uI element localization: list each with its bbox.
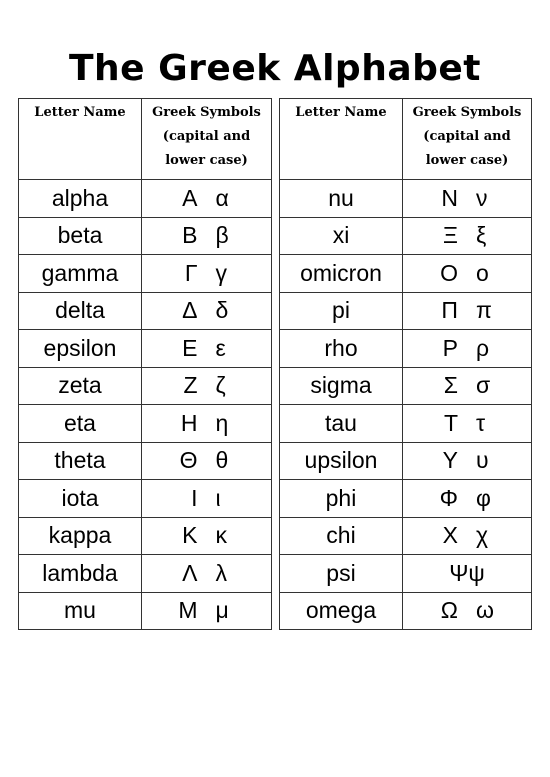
greek-symbols-cell: [142, 442, 272, 480]
greek-symbols-cell: [403, 292, 532, 330]
greek-capital-symbol: Ω: [440, 597, 458, 624]
greek-lowercase-symbol: κ: [215, 522, 227, 549]
greek-symbols-cell: [403, 217, 532, 255]
table-row: [280, 555, 532, 593]
letter-name-cell: pi: [280, 292, 403, 330]
greek-lowercase-symbol: γ: [215, 259, 227, 286]
greek-capital-symbol: Φ: [439, 484, 458, 511]
greek-capital-symbol: Ε: [182, 334, 198, 361]
greek-symbols-cell: [142, 217, 272, 255]
table-row: [280, 405, 532, 443]
greek-symbols-cell: [403, 255, 532, 293]
greek-lowercase-symbol: τ: [476, 409, 486, 436]
table-row: [19, 330, 272, 368]
greek-symbols-cell: [142, 255, 272, 293]
greek-lowercase-symbol: λ: [215, 559, 227, 586]
greek-lowercase-symbol: δ: [215, 297, 229, 324]
table-row: [19, 592, 272, 630]
letter-name-cell: iota: [19, 480, 142, 518]
greek-lowercase-symbol: β: [215, 222, 229, 249]
greek-lowercase-symbol: θ: [215, 447, 229, 474]
table-row: [19, 480, 272, 518]
letter-name-cell: tau: [280, 405, 403, 443]
greek-capital-symbol: Γ: [184, 259, 198, 286]
greek-lowercase-symbol: ξ: [476, 222, 487, 249]
table-row: [280, 180, 532, 218]
letter-name-cell: upsilon: [280, 442, 403, 480]
greek-symbols-cell: [142, 367, 272, 405]
greek-capital-symbol: Ο: [440, 259, 458, 286]
table-row: [19, 217, 272, 255]
table-row: [280, 592, 532, 630]
letter-name-cell: xi: [280, 217, 403, 255]
greek-lowercase-symbol: α: [215, 184, 229, 211]
greek-capital-symbol: Ν: [441, 184, 458, 211]
column-header-greek-symbols: Greek Symbols (capital and lower case): [142, 99, 272, 180]
greek-capital-symbol: Μ: [178, 597, 198, 624]
greek-symbols-cell: [403, 367, 532, 405]
greek-lowercase-symbol: φ: [476, 484, 491, 511]
greek-capital-symbol: Χ: [442, 522, 458, 549]
greek-lowercase-symbol: ι: [215, 484, 221, 511]
letter-name-cell: psi: [280, 555, 403, 593]
greek-symbols-cell: [403, 480, 532, 518]
letter-name-cell: chi: [280, 517, 403, 555]
letter-name-cell: omega: [280, 592, 403, 630]
letter-name-cell: beta: [19, 217, 142, 255]
greek-symbols-cell: [403, 592, 532, 630]
alphabet-table-right: [279, 98, 532, 630]
greek-symbols-cell: [142, 292, 272, 330]
table-row: [280, 330, 532, 368]
greek-capital-symbol: Ρ: [442, 334, 458, 361]
letter-name-cell: lambda: [19, 555, 142, 593]
greek-capital-symbol: Ζ: [183, 372, 198, 399]
greek-capital-symbol: Σ: [443, 372, 458, 399]
table-row: [280, 367, 532, 405]
greek-symbols-cell: [403, 442, 532, 480]
table-row: [280, 480, 532, 518]
table-row: [19, 442, 272, 480]
letter-name-cell: theta: [19, 442, 142, 480]
greek-lowercase-symbol: υ: [476, 447, 489, 474]
table-row: [19, 555, 272, 593]
table-row: [280, 255, 532, 293]
greek-capital-symbol: Θ: [179, 447, 198, 474]
greek-symbols-cell: [142, 592, 272, 630]
letter-name-cell: zeta: [19, 367, 142, 405]
greek-capital-symbol: Ψψ: [449, 559, 485, 586]
greek-symbols-cell: [142, 555, 272, 593]
greek-capital-symbol: Η: [180, 409, 198, 436]
letter-name-cell: delta: [19, 292, 142, 330]
greek-symbols-cell: [403, 180, 532, 218]
greek-capital-symbol: Δ: [182, 297, 198, 324]
greek-symbols-cell: [403, 517, 532, 555]
letter-name-cell: nu: [280, 180, 403, 218]
letter-name-cell: eta: [19, 405, 142, 443]
greek-lowercase-symbol: ν: [476, 184, 488, 211]
page-title: The Greek Alphabet: [68, 48, 482, 89]
column-header-letter-name: Letter Name: [280, 99, 403, 180]
greek-lowercase-symbol: ω: [476, 597, 494, 624]
greek-capital-symbol: Ξ: [443, 222, 458, 249]
column-header-greek-symbols: Greek Symbols (capital and lower case): [403, 99, 532, 180]
greek-symbols-cell: [142, 405, 272, 443]
greek-lowercase-symbol: η: [215, 409, 229, 436]
letter-name-cell: omicron: [280, 255, 403, 293]
table-row: [19, 517, 272, 555]
greek-symbols-cell: [142, 517, 272, 555]
letter-name-cell: mu: [19, 592, 142, 630]
table-header-row: [280, 99, 532, 180]
greek-lowercase-symbol: ρ: [476, 334, 490, 361]
table-row: [280, 292, 532, 330]
greek-lowercase-symbol: ο: [476, 259, 489, 286]
table-row: [19, 405, 272, 443]
greek-capital-symbol: Τ: [443, 409, 458, 436]
table-header-row: [19, 99, 272, 180]
table-row: [19, 292, 272, 330]
table-row: [280, 442, 532, 480]
greek-capital-symbol: Α: [182, 184, 198, 211]
table-row: [280, 517, 532, 555]
table-row: [280, 217, 532, 255]
greek-lowercase-symbol: μ: [215, 597, 229, 624]
greek-lowercase-symbol: ζ: [215, 372, 226, 399]
greek-lowercase-symbol: π: [476, 297, 492, 324]
table-row: [19, 255, 272, 293]
greek-capital-symbol: Λ: [182, 559, 198, 586]
greek-symbols-cell: [142, 480, 272, 518]
letter-name-cell: sigma: [280, 367, 403, 405]
greek-lowercase-symbol: ε: [215, 334, 226, 361]
letter-name-cell: epsilon: [19, 330, 142, 368]
greek-lowercase-symbol: χ: [476, 522, 489, 549]
greek-capital-symbol: Π: [441, 297, 458, 324]
letter-name-cell: gamma: [19, 255, 142, 293]
greek-symbols-cell: [403, 330, 532, 368]
greek-lowercase-symbol: σ: [476, 372, 491, 399]
greek-symbols-cell: [403, 405, 532, 443]
greek-symbols-cell: [142, 180, 272, 218]
alphabet-table-left: [18, 98, 272, 630]
column-header-letter-name: Letter Name: [19, 99, 142, 180]
greek-symbols-cell: [142, 330, 272, 368]
letter-name-cell: rho: [280, 330, 403, 368]
greek-capital-symbol: Κ: [182, 522, 198, 549]
letter-name-cell: alpha: [19, 180, 142, 218]
table-row: [19, 367, 272, 405]
letter-name-cell: kappa: [19, 517, 142, 555]
greek-capital-symbol: Υ: [442, 447, 458, 474]
letter-name-cell: phi: [280, 480, 403, 518]
greek-capital-symbol: Ι: [191, 484, 198, 511]
greek-symbols-cell: [403, 555, 532, 593]
greek-capital-symbol: Β: [182, 222, 198, 249]
table-row: [19, 180, 272, 218]
